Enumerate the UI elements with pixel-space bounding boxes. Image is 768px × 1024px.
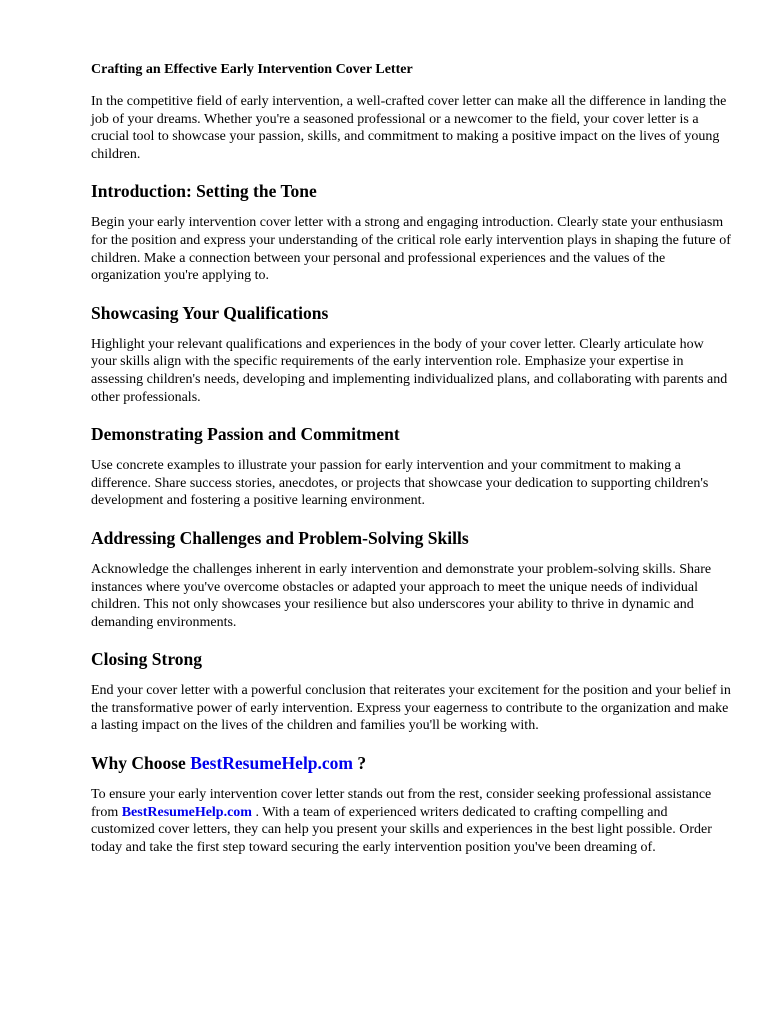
why-body-after: . With a team of experienced writers dedicated to crafting compelling and customized cover letters, they can help you present your skills and experiences in the best light possible. Order today and take the first step toward securing the early intervention position you've been dreaming of. xyxy=(91,804,712,855)
intro-paragraph: In the competitive field of early intervention, a well-crafted cover letter can make all the difference in landing the job of your dreams. Whether you're a seasoned professional or a newcomer to the field, your cover letter is a crucial tool to showcase your passion, skills, and commitment to making a positive impact on the lives of young children. xyxy=(91,94,727,162)
document-title: Crafting an Effective Early Intervention Cover Letter xyxy=(91,62,413,77)
section-body-challenges: Acknowledge the challenges inherent in early intervention and demonstrate your problem-solving skills. Share instances where you've overcome obstacles or adapted your approach to meet the unique needs of individual children. This not only showcases your resilience but also underscores your ability to thrive in dynamic and demanding environments. xyxy=(91,561,712,630)
section-heading-qualifications: Showcasing Your Qualifications xyxy=(91,302,329,323)
section-body-qualifications: Highlight your relevant qualifications and experiences in the body of your cover letter. Clearly articulate how your skills align with the specific requirements of the early intervention role. Emphasize your expertise in assessing children's needs, developing and implementing individualized plans, and collaborating with parents and other professionals. xyxy=(91,336,728,405)
section-heading-why-choose xyxy=(91,752,731,774)
section-heading-closing: Closing Strong xyxy=(91,649,203,670)
section-body-closing: End your cover letter with a powerful conclusion that reiterates your excitement for the position and your belief in the transformative power of early intervention. Express your eagerness to contribute to the organization and make a lasting impact on the lives of the children and families you'll be working with. xyxy=(91,683,731,734)
section-heading-introduction: Introduction: Setting the Tone xyxy=(91,181,317,202)
section-body-passion: Use concrete examples to illustrate your passion for early intervention and your commitment to making a difference. Share success stories, anecdotes, or projects that showcase your dedication to supporting children's development and fostering a positive learning environment. xyxy=(91,458,709,509)
document-content xyxy=(91,60,731,856)
section-heading-challenges: Addressing Challenges and Problem-Solving Skills xyxy=(91,527,469,548)
why-body-before: To ensure your early intervention cover letter stands out from the rest, consider seeking professional assistance from xyxy=(91,787,712,820)
bestresumehelp-heading-link[interactable]: BestResumeHelp.com xyxy=(190,753,354,774)
bestresumehelp-body-link[interactable]: BestResumeHelp.com xyxy=(121,804,252,820)
section-body-introduction: Begin your early intervention cover letter with a strong and engaging introduction. Clearly state your enthusiasm for the position and express your understanding of the critical role early intervention plays in shaping the future of children. Make a connection between your personal and professional experiences and the values of the organization you're applying to. xyxy=(91,215,731,284)
why-heading-prefix: Why Choose xyxy=(91,753,191,774)
section-heading-passion: Demonstrating Passion and Commitment xyxy=(91,424,400,445)
section-body-why-choose xyxy=(91,786,731,856)
why-heading-suffix: ? xyxy=(353,753,367,774)
